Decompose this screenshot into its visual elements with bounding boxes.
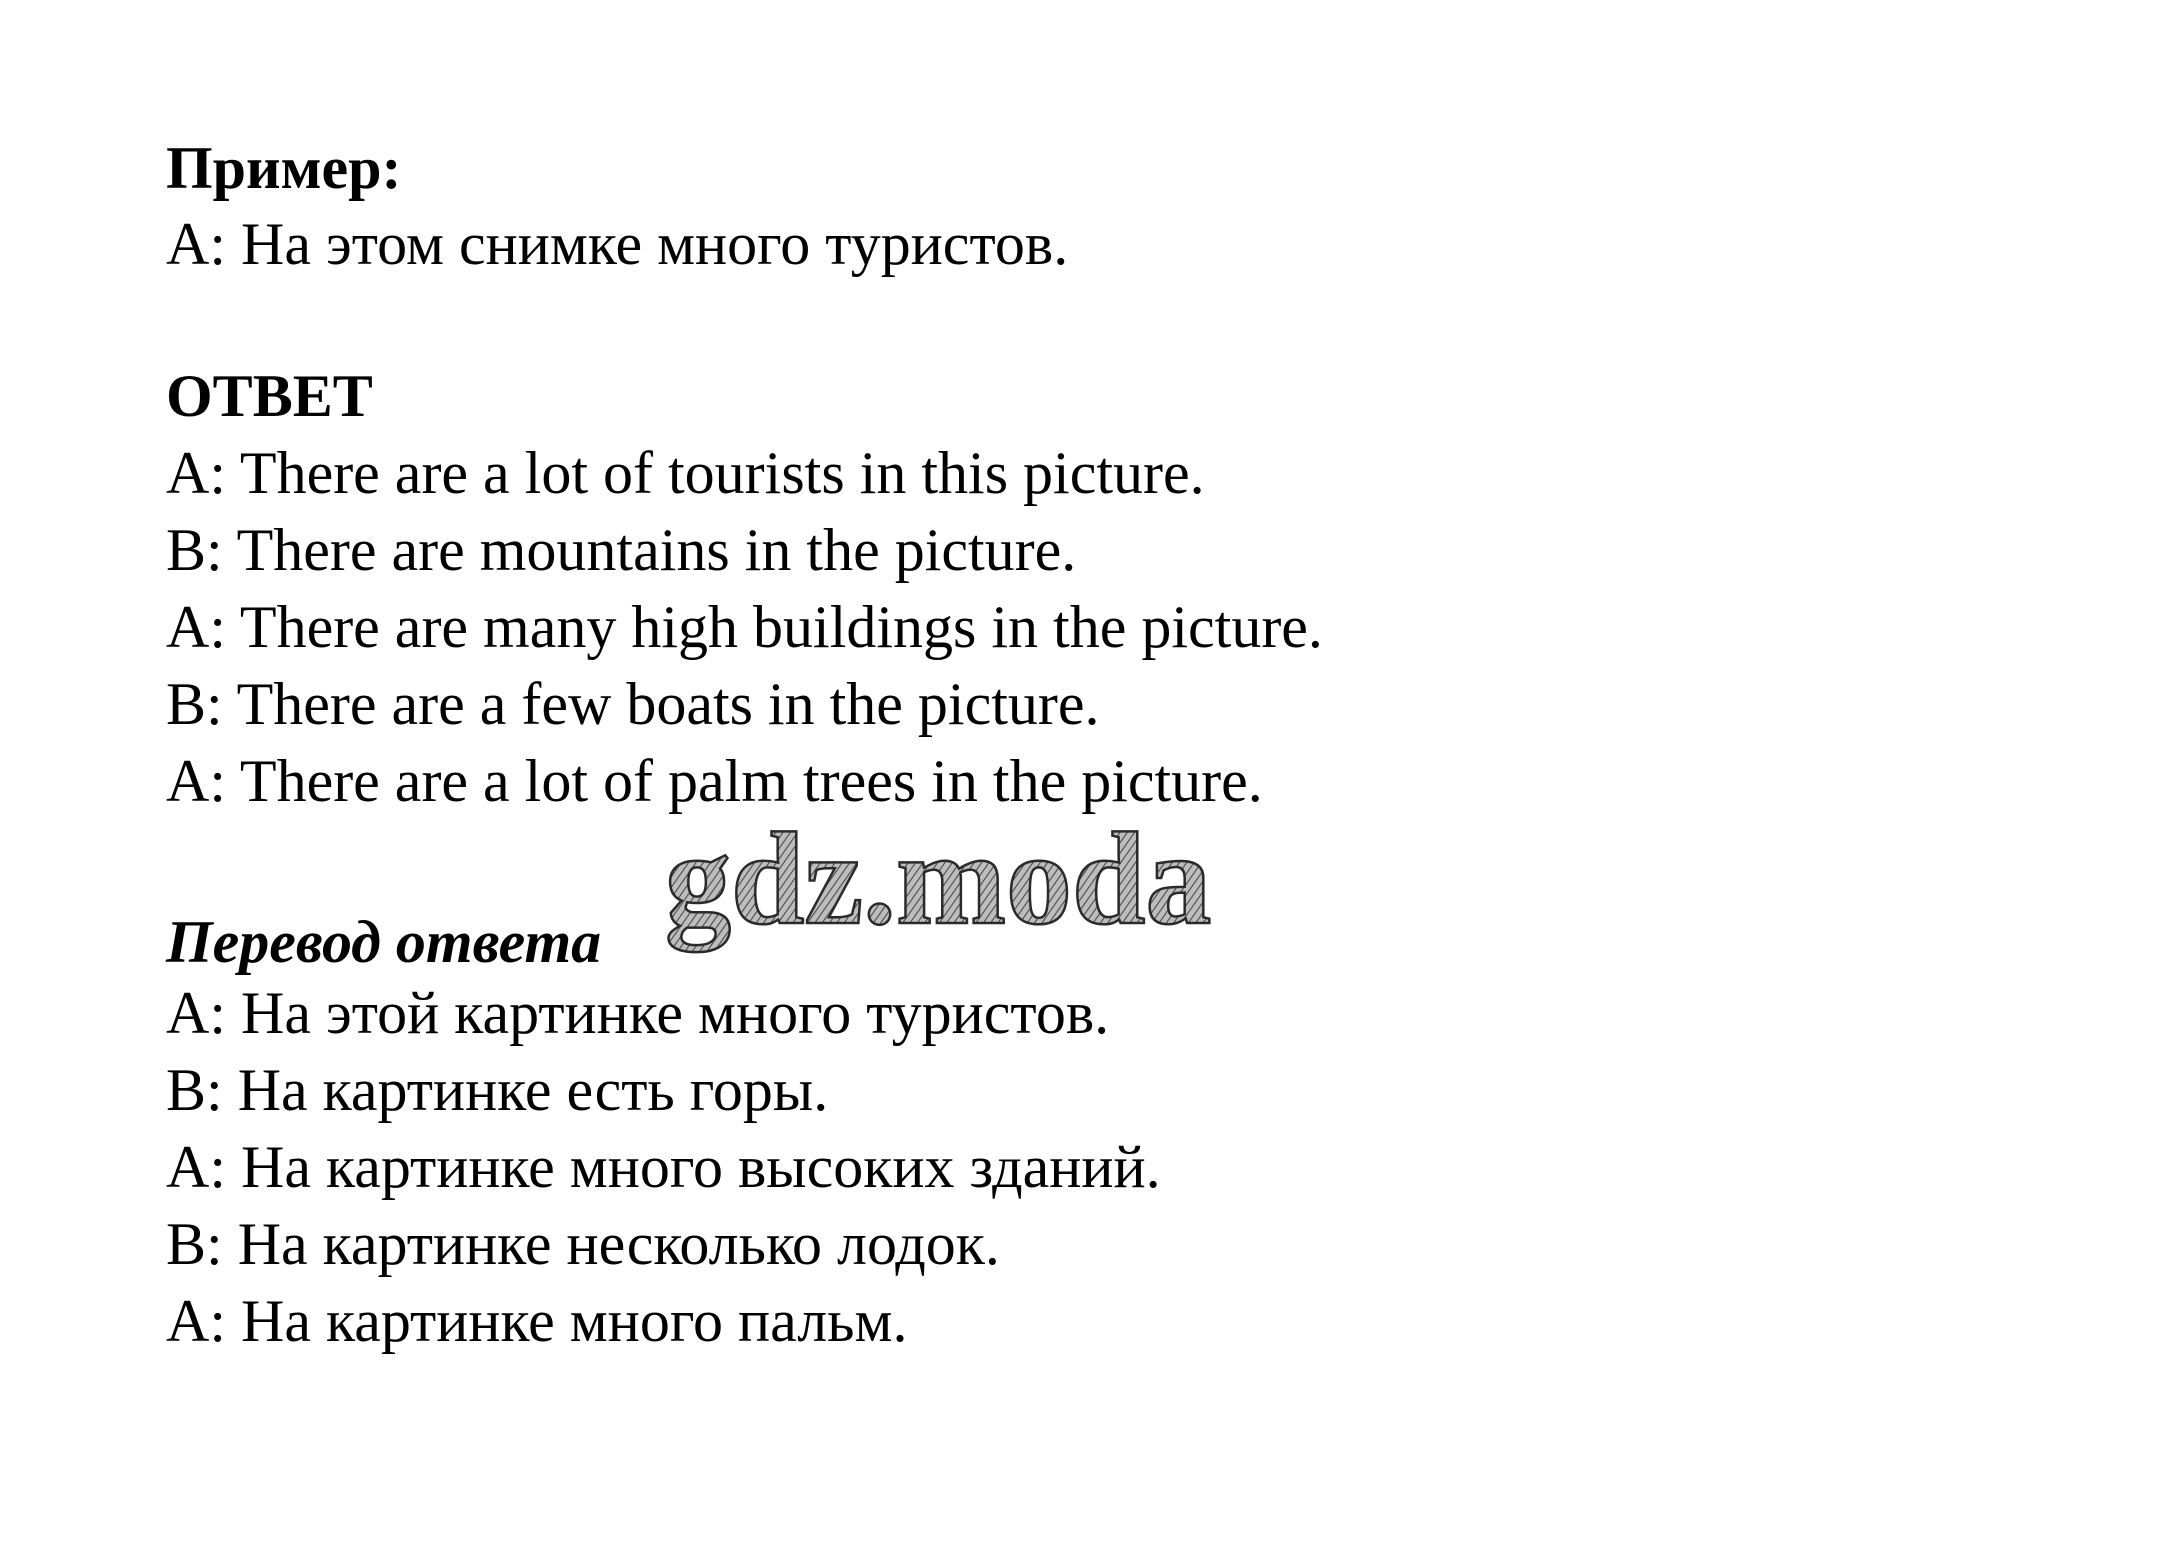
translation-line: А: На картинке много высоких зданий. <box>166 1134 1161 1200</box>
answer-line: A: There are a lot of palm trees in the picture. <box>166 748 1263 814</box>
answer-line: B: There are mountains in the picture. <box>166 517 1077 583</box>
translation-line: А: На картинке много пальм. <box>166 1288 908 1354</box>
translation-line: В: На картинке несколько лодок. <box>166 1211 1000 1277</box>
answer-line: B: There are a few boats in the picture. <box>166 671 1100 737</box>
example-heading: Пример: <box>166 135 402 201</box>
translation-line: В: На картинке есть горы. <box>166 1057 829 1123</box>
watermark-text: gdz.moda <box>665 805 1212 952</box>
answer-heading: ОТВЕТ <box>166 363 373 429</box>
answer-line: A: There are many high buildings in the picture. <box>166 594 1323 660</box>
watermark-logo <box>655 805 1295 970</box>
translation-line: А: На этой картинке много туристов. <box>166 980 1110 1046</box>
example-line: А: На этом снимке много туристов. <box>166 211 1069 277</box>
translation-heading: Перевод ответа <box>166 909 602 975</box>
answer-line: A: There are a lot of tourists in this picture. <box>166 440 1205 506</box>
